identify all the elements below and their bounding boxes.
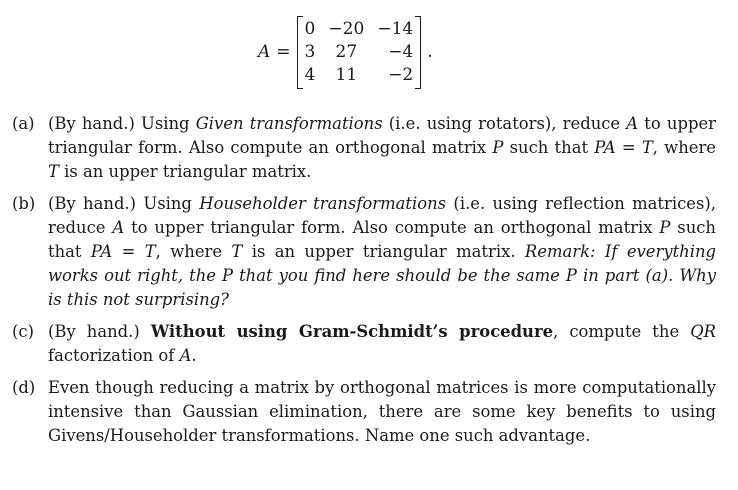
question-text — [48, 192, 716, 312]
text-run: (i.e. using reflection matrices), reduce — [48, 194, 716, 237]
question-label: (d) — [12, 378, 36, 397]
text-run: , where — [652, 138, 716, 157]
question-list — [12, 112, 716, 456]
text-run: (i.e. using rotators), reduce — [382, 114, 627, 133]
matrix-entry: 4 — [304, 64, 316, 85]
matrix-entry: −4 — [388, 41, 414, 62]
text-run: is an upper triangular matrix. — [58, 162, 312, 181]
question-text — [48, 320, 716, 368]
matrix-definition — [258, 14, 433, 90]
text-run: P — [659, 218, 671, 237]
matrix-entry: −14 — [377, 18, 414, 39]
matrix-row — [303, 64, 416, 87]
text-run: Without using Gram-Schmidt’s procedure — [150, 322, 554, 341]
matrix-name: A — [258, 42, 271, 62]
text-run: T — [641, 138, 653, 157]
text-run: A — [626, 114, 639, 133]
question-b — [12, 192, 716, 312]
text-run: A — [112, 218, 125, 237]
text-run: = — [112, 242, 145, 261]
text-run: such that — [503, 138, 595, 157]
question-label: (a) — [12, 114, 35, 133]
text-run: PA — [90, 242, 113, 261]
matrix-entry: 11 — [335, 64, 358, 85]
question-d — [12, 376, 716, 448]
text-run: T — [48, 162, 59, 181]
text-run: to upper triangular form. Also compute an orthogonal matrix — [124, 218, 660, 237]
text-run: PA — [594, 138, 616, 157]
text-run: such that — [48, 218, 716, 261]
question-label: (b) — [12, 194, 36, 213]
question-a — [12, 112, 716, 184]
question-c — [12, 320, 716, 368]
text-run: P — [492, 138, 504, 157]
text-run: to upper triangular form. Also compute an orthogonal matrix — [48, 114, 716, 157]
matrix-brackets — [297, 16, 422, 89]
text-run: (By hand.) Using — [48, 114, 196, 133]
matrix-entry: 0 — [304, 18, 316, 39]
text-run: factorization of — [48, 346, 180, 365]
text-run: , compute the — [553, 322, 691, 341]
question-label: (c) — [12, 322, 34, 341]
text-run: A — [179, 346, 192, 365]
question-text — [48, 376, 716, 448]
matrix-entry: 27 — [335, 41, 358, 62]
text-run: QR — [690, 322, 716, 341]
matrix-row — [303, 18, 416, 41]
text-run: T — [144, 242, 156, 261]
text-run: (By hand.) — [48, 322, 151, 341]
matrix-row — [303, 41, 416, 64]
matrix-entry: −20 — [328, 18, 365, 39]
text-run: , where — [155, 242, 232, 261]
matrix-entry: −2 — [388, 64, 414, 85]
text-run: Remark: If everything works out right, the P that you find here should be the same P in part (a). Why is this not surprising? — [48, 242, 717, 309]
text-run: T — [231, 242, 243, 261]
question-text — [48, 112, 716, 184]
text-run: Even though reducing a matrix by orthogonal matrices is more computationally intensive than Gaussian elimination, there are some key benefits to using Givens/Householder transformations. Name one such advantage. — [48, 378, 716, 445]
text-run: Given transformations — [195, 114, 383, 133]
text-run: is an upper triangular matrix. — [242, 242, 525, 261]
text-run: . — [191, 346, 197, 365]
text-run: = — [615, 138, 642, 157]
matrix-entries — [303, 18, 416, 87]
text-run: Householder transformations — [199, 194, 447, 213]
matrix-entry: 3 — [304, 41, 316, 62]
text-run: (By hand.) Using — [48, 194, 200, 213]
matrix-period: . — [427, 42, 433, 62]
matrix-equals: = — [276, 42, 291, 62]
